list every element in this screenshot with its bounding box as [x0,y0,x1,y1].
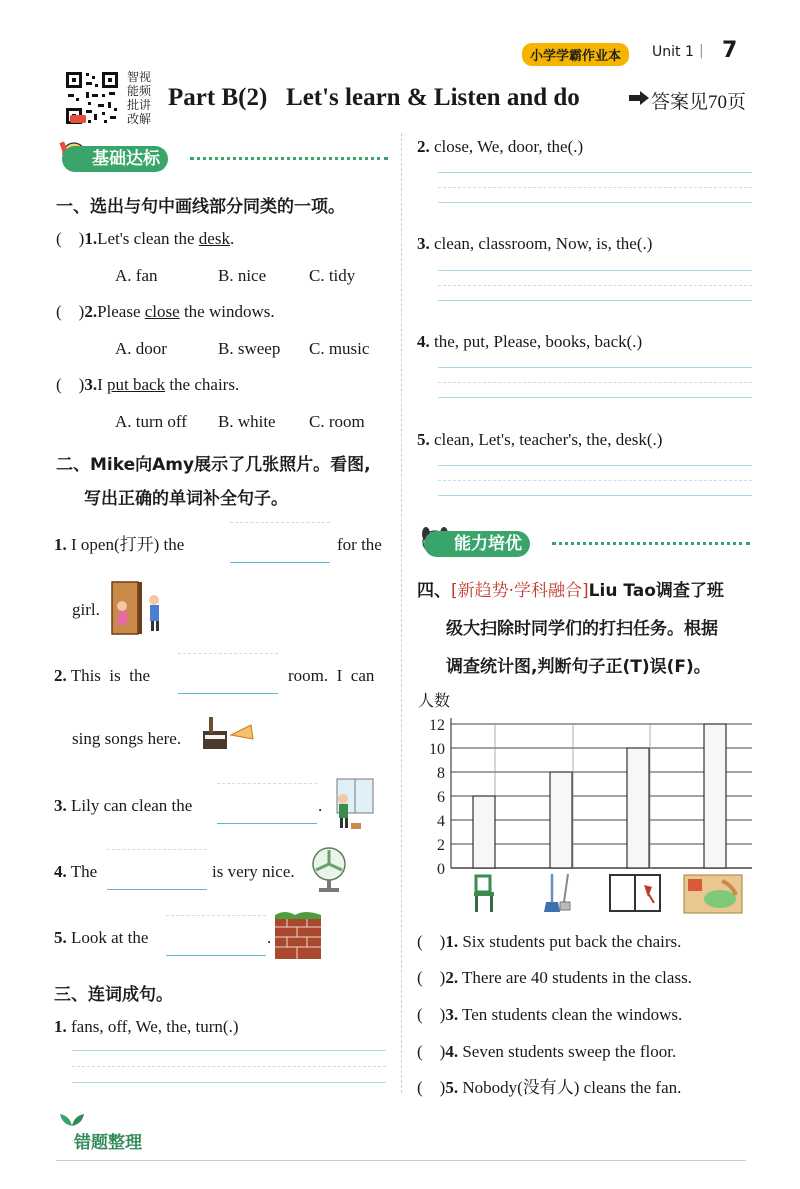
part1-question-3: ( )3.I put back the chairs. [56,375,240,394]
footer-line [56,1160,746,1161]
writing-line[interactable] [72,1050,386,1051]
part2-item-4: 4. The [54,862,98,881]
option[interactable]: A. door [115,339,167,358]
wall-picture [273,909,323,966]
arrow-right-icon [628,90,650,111]
writing-guide [217,783,317,784]
part2-item-1: 1. I open(打开) the [54,535,185,554]
part3-item-4: 4. the, put, Please, books, back(.) [417,332,643,351]
writing-guide [438,382,752,383]
part2-item-4-after: is very nice. [212,862,295,881]
part3-item-3: 3. clean, classroom, Now, is, the(.) [417,234,653,253]
answer-paren[interactable]: ( ) [417,1042,446,1061]
part2-item-5: 5. Look at the [54,928,149,947]
section-advanced-label: 能力培优 [424,531,530,557]
chart-bar-chair [473,796,495,868]
open-door-picture [108,578,170,641]
part2-item-3-after: . [318,796,323,815]
writing-line[interactable] [438,397,752,398]
option[interactable]: B. nice [218,266,267,285]
part4-question-1: ( )1. Six students put back the chairs. [417,932,682,951]
answer-paren[interactable]: ( ) [417,1005,446,1024]
tag-new-trend: [新趋势·学科融合] [451,581,589,601]
chart-ytick-label: 4 [437,813,445,830]
answer-paren[interactable]: ( ) [56,375,85,394]
writing-guide [178,653,278,654]
desk-wiping-picture [682,873,744,920]
chart-bar-window [627,748,649,868]
broom-picture [542,872,576,919]
part4-heading-line1: 四、[新趋势·学科融合]Liu Tao调查了班 [417,581,724,601]
part2-item-2-after: room. I can [288,666,375,685]
writing-line[interactable] [438,202,752,203]
answer-paren[interactable]: ( ) [417,1078,446,1097]
section-basic-dots [190,157,388,160]
part4-question-2: ( )2. There are 40 students in the class. [417,968,692,987]
writing-line[interactable] [72,1082,386,1083]
answer-reference: 答案见70页 [651,92,747,113]
answer-paren[interactable]: ( ) [56,302,85,321]
section-basic-label: 基础达标 [62,146,168,172]
chart-ytick-label: 2 [437,837,445,854]
answer-blank[interactable] [178,681,278,699]
writing-guide [72,1066,386,1067]
answer-blank[interactable] [217,811,317,829]
mistake-review-label: 错题整理 [74,1133,142,1153]
part1-question-2: ( )2.Please close the windows. [56,302,275,321]
unit-label: Unit 1 [652,44,694,60]
part3-item-2: 2. close, We, door, the(.) [417,137,584,156]
chart-ytick-label: 12 [429,717,445,734]
page-title: Part B(2) Let's learn & Listen and do [168,84,580,111]
answer-paren[interactable]: ( ) [417,968,446,987]
option[interactable]: C. room [309,412,365,431]
window-picture [608,873,662,918]
header-separator: | [699,43,704,59]
option[interactable]: B. white [218,412,276,431]
answer-paren[interactable]: ( ) [56,229,85,248]
writing-guide [438,480,752,481]
part3-item-5: 5. clean, Let's, teacher's, the, desk(.) [417,430,663,449]
qr-caption: 智视 能频 批讲 改解 [127,70,152,126]
writing-line[interactable] [438,270,752,271]
writing-guide [438,187,752,188]
part3-heading: 三、连词成句。 [54,985,173,1005]
part4-question-4: ( )4. Seven students sweep the floor. [417,1042,677,1061]
part2-heading-line2: 写出正确的单词补全句子。 [84,489,288,509]
writing-line[interactable] [438,465,752,466]
answer-blank[interactable] [107,877,207,895]
part4-question-3: ( )3. Ten students clean the windows. [417,1005,683,1024]
writing-guide [438,285,752,286]
part4-heading-line2: 级大扫除时同学们的打扫任务。根据 [446,619,718,639]
part1-question-1: ( )1.Let's clean the desk. [56,229,235,248]
part2-item-2: 2. This is the [54,666,151,685]
writing-guide [166,915,266,916]
chart-ytick-label: 10 [429,741,445,758]
part2-item-1-after: for the [337,535,382,554]
option[interactable]: A. turn off [115,412,187,431]
chart-ytick-label: 8 [437,765,445,782]
part2-item-5-after: . [267,928,272,947]
chart-ytick-label: 0 [437,861,445,878]
writing-guide [107,849,207,850]
column-divider [401,133,402,1093]
option[interactable]: B. sweep [218,339,281,358]
music-room-picture [201,715,255,760]
option[interactable]: C. tidy [309,266,356,285]
answer-paren[interactable]: ( ) [417,932,446,951]
clean-window-picture [329,777,375,838]
chart-bar-broom [550,772,572,868]
writing-guide [230,522,330,523]
chart-ytick-label: 6 [437,789,445,806]
section-advanced-dots [552,542,750,545]
chart-ylabel: 人数 [418,693,451,710]
option[interactable]: A. fan [115,266,158,285]
writing-line[interactable] [438,367,752,368]
page-number: 7 [722,38,738,63]
fan-picture [309,846,349,899]
writing-line[interactable] [438,300,752,301]
part2-item-2-cont: sing songs here. [72,729,182,748]
writing-line[interactable] [438,495,752,496]
part4-question-5: ( )5. Nobody(没有人) cleans the fan. [417,1078,682,1097]
part4-heading-line3: 调查统计图,判断句子正(T)误(F)。 [446,657,711,677]
writing-line[interactable] [438,172,752,173]
part2-heading-line1: 二、Mike向Amy展示了几张照片。看图, [56,455,371,475]
part2-item-3: 3. Lily can clean the [54,796,193,815]
option[interactable]: C. music [309,339,370,358]
series-badge: 小学学霸作业本 [522,43,629,66]
part2-item-1-cont: girl. [72,600,100,619]
pencil-icon [70,112,86,124]
chair-picture [472,874,496,919]
answer-blank[interactable] [166,943,266,961]
chart-bar-desk-wiping [704,724,726,868]
answer-blank[interactable] [230,550,330,568]
part3-item-1: 1. fans, off, We, the, turn(.) [54,1017,239,1036]
part1-heading: 一、选出与句中画线部分同类的一项。 [56,197,345,217]
